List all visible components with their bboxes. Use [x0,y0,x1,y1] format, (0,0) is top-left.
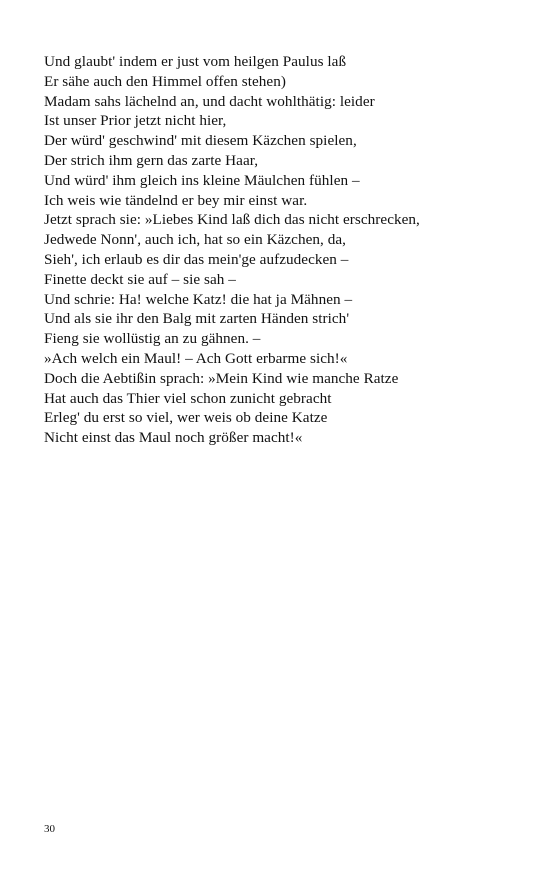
poem-line: Und schrie: Ha! welche Katz! die hat ja Mähnen – [44,290,353,308]
poem-line: Hat auch das Thier viel schon zunicht gebracht [44,389,332,407]
poem-line: Er sähe auch den Himmel offen stehen) [44,72,286,90]
poem-text [44,52,534,448]
poem-line: Der würd' geschwind' mit diesem Käzchen spielen, [44,132,357,150]
poem-line: »Ach welch ein Maul! – Ach Gott erbarme sich!« [44,349,348,367]
poem-line: Ist unser Prior jetzt nicht hier, [44,112,227,130]
poem-line: Nicht einst das Maul noch größer macht!« [44,429,303,447]
page-number: 30 [44,823,55,835]
poem-line: Und glaubt' indem er just vom heilgen Paulus laß [44,53,347,70]
poem-line: Fieng sie wollüstig an zu gähnen. – [44,330,261,348]
poem-line: Madam sahs lächelnd an, und dacht wohlthätig: leider [44,92,375,110]
poem-line: Der strich ihm gern das zarte Haar, [44,151,259,169]
poem-line: Ich weis wie tändelnd er bey mir einst war. [44,191,308,209]
poem-line: Doch die Aebtißin sprach: »Mein Kind wie manche Ratze [44,369,399,387]
poem-line: Finette deckt sie auf – sie sah – [44,270,236,288]
poem-line: Jedwede Nonn', auch ich, hat so ein Käzchen, da, [44,231,347,249]
poem-line: Erleg' du erst so viel, wer weis ob deine Katze [44,409,328,427]
poem-line: Sieh', ich erlaub es dir das mein'ge aufzudecken – [44,250,349,268]
poem-line: Jetzt sprach sie: »Liebes Kind laß dich das nicht erschrecken, [44,211,420,229]
poem-line: Und würd' ihm gleich ins kleine Mäulchen fühlen – [44,171,360,189]
poem-line: Und als sie ihr den Balg mit zarten Händen strich' [44,310,350,328]
